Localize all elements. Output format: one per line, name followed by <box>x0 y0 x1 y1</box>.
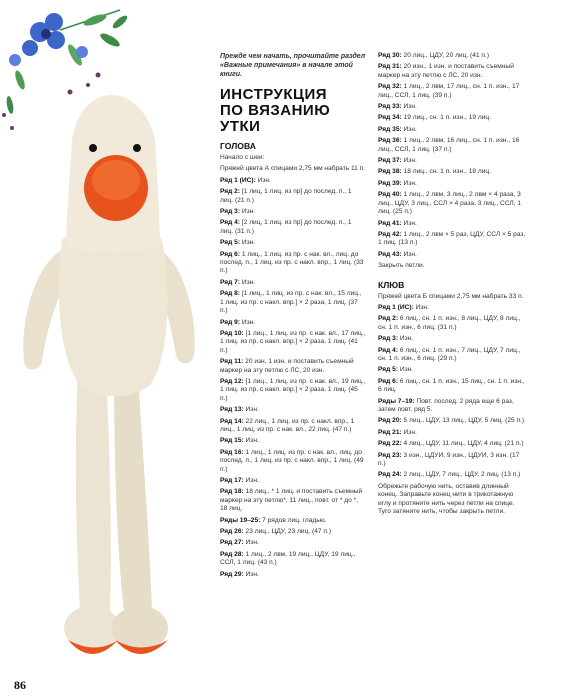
duck-body <box>59 229 167 397</box>
row-label: Ряд 2: <box>220 188 241 196</box>
row-text: Изн. <box>401 103 417 111</box>
row-text: Изн. <box>398 335 414 343</box>
row-text: 1 лиц., 1 лиц. из пр. с нак. вл., лиц. до послед. п., 1 лиц. из пр. с накл. впр., 1 лиц. (49 п.) <box>220 448 364 473</box>
pattern-row <box>378 304 528 312</box>
row-text: Изн. <box>401 219 417 227</box>
row-text: 5 лиц., ЦДУ, 13 лиц., ЦДУ, 5 лиц. (25 п.) <box>401 417 525 425</box>
row-text: 19 лиц., сн. 1 п. изн., 19 лиц. <box>401 114 492 122</box>
head-close: Закрыть петли. <box>378 262 425 270</box>
row-text: Изн. <box>398 366 414 374</box>
row-text: Изн. <box>413 303 429 311</box>
head-start: Начало с шеи: <box>220 154 265 161</box>
row-text: Изн. <box>240 278 256 286</box>
row-label: Ряд 2: <box>378 315 399 323</box>
text-column-right <box>378 52 528 519</box>
row-label: Ряд 4: <box>378 346 399 354</box>
pattern-row <box>220 279 366 287</box>
row-text: [1 лиц., 1 лиц. из пр. с нак. вл., 15 лиц., 1 лиц. из пр. с накл. впр.] × 2 раза, 1 лиц. (37 п.) <box>220 290 362 315</box>
pattern-row <box>378 231 528 248</box>
row-label: Ряд 14: <box>220 417 244 425</box>
row-label: Ряд 6: <box>378 377 399 385</box>
row-label: Ряд 20: <box>378 417 402 425</box>
page-title: ИНСТРУКЦИЯ ПО ВЯЗАНИЮ УТКИ <box>220 86 331 135</box>
row-label: Ряд 28: <box>220 550 244 558</box>
row-label: Ряд 3: <box>220 208 241 216</box>
row-text: [1 лиц., 1 лиц. из пр. с нак. вл., 19 лиц., 1 лиц. из пр. с накл. впр.] × 2 раза, 1 лиц. (45 п.) <box>220 377 366 402</box>
row-text: 3 изн., ЦДУИ, 9 изн., ЦДУИ, 3 изн. (17 п.) <box>378 451 520 468</box>
left-eye <box>89 144 97 152</box>
pattern-row <box>378 347 528 364</box>
row-label: Ряд 1 (ИС): <box>378 303 414 311</box>
pattern-row <box>220 488 366 513</box>
row-label: Ряд 32: <box>378 83 402 91</box>
row-label: Ряд 5: <box>378 366 399 374</box>
row-label: Ряд 35: <box>378 125 402 133</box>
row-label: Ряды 7–19: <box>378 397 415 405</box>
pattern-row <box>378 168 528 176</box>
row-text: Изн. <box>240 318 256 326</box>
row-text: 1 лиц., 2 лвм, 19 лиц., ЦДУ, 19 лиц., ССЛ, 1 лиц. (43 п.) <box>220 550 356 567</box>
row-label: Ряд 11: <box>220 358 244 366</box>
beak-yarn: Пряжей цвета Б спицами 2,75 мм набрать 33 п. <box>378 292 524 300</box>
pattern-row <box>378 180 528 188</box>
row-label: Ряд 23: <box>378 451 402 459</box>
row-label: Ряд 38: <box>378 168 402 176</box>
row-text: 2 лиц., ЦДУ, 7 лиц., ЦДУ, 2 лиц. (13 п.) <box>401 471 521 479</box>
row-text: Изн. <box>243 570 259 578</box>
row-text: 1 лиц., 2 лвм, 16 лиц., сн. 1 п. изн., 16 лиц., ССЛ, 1 лиц. (37 п.) <box>378 137 520 153</box>
pattern-row <box>378 63 528 80</box>
pattern-row <box>220 330 366 355</box>
row-label: Ряд 8: <box>220 290 241 298</box>
row-label: Ряд 10: <box>220 329 244 337</box>
pattern-row <box>220 437 366 445</box>
row-text: 1 лиц., 2 лвм × 5 раз, ЦДУ, ССЛ × 5 раз, 1 лиц. (13 п.) <box>378 230 526 247</box>
head-yarn: Пряжей цвета А спицами 2,75 мм набрать 11 п. <box>220 165 366 173</box>
row-label: Ряд 13: <box>220 406 244 414</box>
row-label: Ряд 22: <box>378 440 402 448</box>
row-text: Изн. <box>243 437 259 445</box>
row-label: Ряд 24: <box>378 471 402 479</box>
row-text: Изн. <box>243 539 259 547</box>
pattern-row <box>220 406 366 414</box>
pattern-row <box>220 188 366 205</box>
pattern-row <box>378 398 528 415</box>
row-text: [1 лиц., 1 лиц. из пр. с нак. вл., 17 лиц., 1 лиц. из пр. с накл. впр.] × 2 раза, 1 лиц. (41 п.) <box>220 329 366 354</box>
pattern-row <box>378 429 528 437</box>
row-label: Ряд 27: <box>220 539 244 547</box>
pattern-row <box>220 477 366 485</box>
pattern-row <box>220 219 366 236</box>
pattern-row <box>378 103 528 111</box>
row-label: Ряд 31: <box>378 63 402 71</box>
right-eye <box>133 144 141 152</box>
row-label: Ряд 43: <box>378 250 402 258</box>
pattern-row <box>378 137 528 154</box>
pattern-row <box>378 251 528 259</box>
pattern-row <box>220 239 366 247</box>
pattern-row <box>378 440 528 448</box>
pattern-row <box>378 126 528 134</box>
row-text: Изн. <box>401 428 417 436</box>
section-heading-head: ГОЛОВА <box>220 141 256 151</box>
row-text: 6 лиц., сн. 1 п. изн., 7 лиц., ЦДУ, 7 лиц., сн. 1 п. изн., 6 лиц. (29 п.) <box>378 346 521 362</box>
beak-highlight <box>92 160 140 200</box>
pattern-row <box>220 551 366 568</box>
row-text: 1 лиц., 1 лиц. из пр. с нак. вл., лиц. до послед. п., 1 лиц. из пр. с накл. впр., 1 лиц. (33 п.) <box>220 250 364 275</box>
row-label: Ряд 12: <box>220 377 244 385</box>
section-heading-beak: КЛЮВ <box>378 279 405 290</box>
intro-note: Прежде чем начать, прочитайте раздел «Важные примечания» в начале этой книги. <box>220 53 366 78</box>
row-label: Ряд 36: <box>378 137 402 145</box>
row-text: Повт. послед. 2 ряда еще 6 раз, затем повт. ряд 5. <box>378 397 514 413</box>
row-text: 6 лиц., сн. 1 п. изн., 15 лиц., сн. 1 п. изн., 6 лиц. <box>378 377 525 394</box>
row-label: Ряд 4: <box>220 219 241 227</box>
row-label: Ряд 29: <box>220 570 244 578</box>
pattern-row <box>220 539 366 547</box>
pattern-row <box>378 52 528 60</box>
row-label: Ряд 40: <box>378 191 402 199</box>
row-text: 4 лиц., ЦДУ, 11 лиц., ЦДУ, 4 лиц. (21 п.) <box>401 440 524 448</box>
row-text: 18 лиц., сн. 1 п. изн., 18 лиц. <box>401 168 492 176</box>
pattern-row <box>378 191 528 216</box>
row-label: Ряд 37: <box>378 157 402 165</box>
row-text: 20 изн., 1 изн. и поставить съемный маркер на эту петлю с ЛС, 20 изн. <box>378 63 514 79</box>
row-text: Изн. <box>401 125 417 133</box>
row-label: Ряд 18: <box>220 488 244 496</box>
row-text: Изн. <box>240 239 256 247</box>
row-text: Изн. <box>255 176 271 184</box>
duck-legs <box>64 370 168 654</box>
pattern-row <box>220 378 366 403</box>
row-label: Ряд 33: <box>378 103 402 111</box>
row-label: Ряд 16: <box>220 448 244 456</box>
pattern-row <box>220 358 366 375</box>
pattern-row <box>378 83 528 100</box>
row-label: Ряд 3: <box>378 335 399 343</box>
row-text: Изн. <box>401 157 417 165</box>
row-text: [2 лиц, 1 лиц. из пр] до послед. п., 1 лиц. (31 п.) <box>220 219 352 235</box>
pattern-row <box>220 571 366 579</box>
head-rows-part1 <box>220 177 366 579</box>
row-text: Изн. <box>243 406 259 414</box>
row-label: Ряд 21: <box>378 428 402 436</box>
pattern-row <box>378 335 528 343</box>
row-text: Изн. <box>401 179 417 187</box>
row-label: Ряд 15: <box>220 437 244 445</box>
row-label: Ряд 30: <box>378 52 402 59</box>
row-label: Ряд 6: <box>220 250 241 258</box>
pattern-row <box>378 366 528 374</box>
row-label: Ряд 41: <box>378 219 402 227</box>
pattern-row <box>220 517 366 525</box>
row-text: 1 лиц., 2 лвм, 17 лиц., сн. 1 п. изн., 17 лиц., ССЛ, 1 лиц. (39 п.) <box>378 83 520 99</box>
row-text: 7 рядов лиц. гладью. <box>260 516 327 524</box>
pattern-row <box>220 177 366 185</box>
pattern-row <box>220 528 366 536</box>
row-text: [1 лиц, 1 лиц. из пр] до послед. п., 1 лиц. (21 п.) <box>220 188 352 204</box>
row-text: 6 лиц., сн. 1 п. изн., 8 лиц., ЦДУ, 8 лиц., сн. 1 п. изн., 6 лиц. (31 п.) <box>378 315 521 331</box>
row-label: Ряд 26: <box>220 528 244 536</box>
pattern-row <box>378 114 528 122</box>
row-label: Ряд 9: <box>220 318 241 326</box>
pattern-row <box>378 157 528 165</box>
pattern-row <box>220 319 366 327</box>
pattern-row <box>220 418 366 435</box>
row-label: Ряд 5: <box>220 239 241 247</box>
row-label: Ряд 42: <box>378 230 402 238</box>
beak-rows <box>378 304 528 480</box>
pattern-row <box>378 220 528 228</box>
row-text: 20 изн, 1 изн. и поставить съемный маркер на эту петлю с ЛС, 20 изн. <box>220 358 354 374</box>
row-label: Ряды 19–25: <box>220 516 261 524</box>
pattern-row <box>378 378 528 395</box>
pattern-row <box>378 315 528 332</box>
pattern-row <box>220 208 366 216</box>
head-rows-part2 <box>378 52 528 259</box>
pattern-row <box>378 417 528 425</box>
beak-finish: Обрежьте рабочую нить, оставив длинный конец. Заправьте конец нити в трикотажную иглу и протяните нить через петли на спице. Туго затяните нить, чтобы закрыть петли. <box>378 482 515 516</box>
row-text: 20 лиц., ЦДУ, 20 лиц. (41 п.) <box>401 52 490 59</box>
row-label: Ряд 34: <box>378 114 402 122</box>
row-label: Ряд 1 (ИС): <box>220 176 256 184</box>
row-text: 22 лиц., 1 лиц. из пр. с накл. впр., 1 лиц., 1 лиц. из пр. с нак. вл., 22 лиц. (47 п.) <box>220 417 355 433</box>
row-text: Изн. <box>243 477 259 484</box>
row-label: Ряд 7: <box>220 278 241 286</box>
row-text: Изн. <box>240 208 256 216</box>
page-number: 86 <box>14 678 26 692</box>
row-label: Ряд 17: <box>220 477 244 484</box>
pattern-row <box>220 251 366 276</box>
row-text: 18 лиц., * 1 лиц. и поставить съемный маркер на эту петлю*, 11 лиц., повт. от * до *, 18 лиц. <box>220 488 363 513</box>
pattern-row <box>220 449 366 474</box>
row-text: Изн. <box>401 250 417 258</box>
row-label: Ряд 39: <box>378 179 402 187</box>
row-text: 1 лиц., 2 лвм, 3 лиц., 2 лвм × 4 раза, 3 лиц., ЦДУ, 3 лиц., ССЛ × 4 раза, 3 лиц., ССЛ, 1 лиц. (25 п.) <box>378 191 522 216</box>
row-text: 23 лиц., ЦДУ, 23 лиц. (47 п.) <box>243 528 332 536</box>
text-column-left <box>220 52 366 582</box>
knitted-duck-illustration <box>0 0 215 699</box>
pattern-row <box>378 471 528 479</box>
pattern-row <box>378 452 528 469</box>
pattern-row <box>220 290 366 315</box>
